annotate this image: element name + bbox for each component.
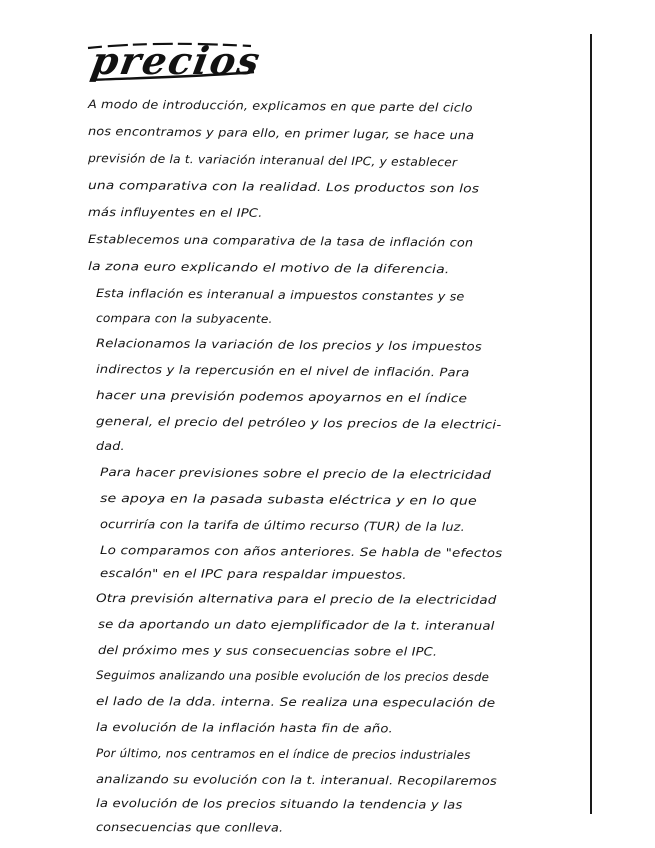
text-line: ocurriría con la tarifa de último recurso (TUR) de la luz. bbox=[99, 517, 465, 534]
text-line: Lo comparamos con años anteriores. Se habla de "efectos bbox=[99, 543, 503, 561]
text-line: previsión de la t. variación interanual del IPC, y establecer bbox=[87, 151, 458, 170]
text-line: más influyentes en el IPC. bbox=[87, 205, 263, 220]
text-line: compara con la subyacente. bbox=[95, 311, 273, 326]
text-line: Relacionamos la variación de los precios y los impuestos bbox=[95, 336, 482, 354]
text-line: Por último, nos centramos en el índice de precios industriales bbox=[95, 746, 471, 762]
text-line: se apoya en la pasada subasta eléctrica y en lo que bbox=[99, 491, 478, 508]
text-line: consecuencias que conlleva. bbox=[95, 820, 284, 835]
text-line: se da aportando un dato ejemplificador de la t. interanual bbox=[97, 617, 495, 633]
text-line: Esta inflación es interanual a impuestos constantes y se bbox=[95, 286, 465, 304]
text-line: analizando su evolución con la t. interanual. Recopilaremos bbox=[95, 772, 497, 788]
page-title: precios bbox=[88, 38, 266, 83]
text-line: escalón" en el IPC para respaldar impuestos. bbox=[99, 566, 407, 582]
text-line: indirectos y la repercusión en el nivel de inflación. Para bbox=[95, 362, 470, 380]
text-line: general, el precio del petróleo y los precios de la electrici- bbox=[95, 414, 502, 432]
text-line: el lado de la dda. interna. Se realiza una especulación de bbox=[95, 694, 496, 710]
text-line: una comparativa con la realidad. Los productos son los bbox=[87, 178, 480, 196]
text-line: la zona euro explicando el motivo de la diferencia. bbox=[87, 259, 450, 277]
text-line: del próximo mes y sus consecuencias sobre el IPC. bbox=[97, 643, 438, 659]
text-line: dad. bbox=[96, 439, 125, 453]
text-line: hacer una previsión podemos apoyarnos en el índice bbox=[95, 388, 468, 406]
text-line: Para hacer previsiones sobre el precio de la electricidad bbox=[99, 465, 492, 482]
text-line: Otra previsión alternativa para el precio de la electricidad bbox=[95, 591, 497, 607]
text-line: Establecemos una comparativa de la tasa de inflación con bbox=[87, 232, 474, 250]
text-line: A modo de introducción, explicamos en que parte del ciclo bbox=[87, 97, 473, 115]
text-line: la evolución de la inflación hasta fin de año. bbox=[95, 720, 393, 736]
text-line: Seguimos analizando una posible evolución de los precios desde bbox=[95, 668, 490, 685]
text-line: la evolución de los precios situando la tendencia y las bbox=[95, 796, 463, 812]
text-line: nos encontramos y para ello, en primer lugar, se hace una bbox=[87, 124, 475, 143]
